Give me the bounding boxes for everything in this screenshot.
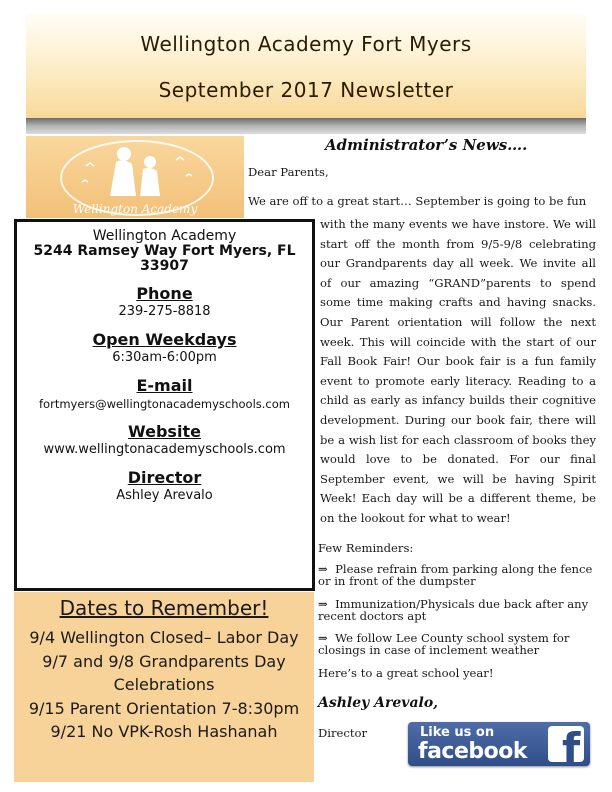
date-item: 9/7 and 9/8 Grandparents Day Celebrations [42,651,286,694]
hours-value: 6:30am-6:00pm [112,350,217,365]
article-title: Administrator’s News…. [325,136,528,154]
date-item: 9/21 No VPK-Rosh Hashanah [50,722,278,741]
facebook-icon-letter: f [562,726,581,762]
closing-line: Here’s to a great school year! [318,666,494,680]
facebook-icon [548,726,584,762]
contact-box [14,219,315,591]
newsletter-subtitle: September 2017 Newsletter [158,78,454,102]
reminder-text: Immunization/Physicals due back after any recent doctors apt [318,597,589,623]
facebook-like-text: Like us on [420,725,495,740]
date-item: 9/4 Wellington Closed– Labor Day [29,628,299,647]
signoff-title: Director [318,726,368,740]
article-intro: We are off to a great start… September is going to be fun [248,194,587,208]
reminder-text: Please refrain from parking along the fence or in front of the dumpster [318,562,593,588]
salutation: Dear Parents, [248,165,329,179]
school-logo [26,136,244,218]
reminders-heading: Few Reminders: [318,541,414,555]
contact-address: 5244 Ramsey Way Fort Myers, FL 33907 [33,243,296,274]
reminder-item [318,563,598,587]
header-divider [26,118,586,134]
reminder-text: We follow Lee County school system for closings in case of inclement weather [318,631,570,657]
dates-list [14,626,314,744]
reminder-item [318,598,598,622]
email-link[interactable]: fortmyers@wellingtonacademyschools.com [39,397,290,411]
website-link[interactable]: www.wellingtonacademyschools.com [43,442,286,457]
director-name: Ashley Arevalo [116,488,213,503]
hours-heading: Open Weekdays [92,330,237,349]
article-body: with the many events we have instore. We will start off the month from 9/5-9/8 celebrating our Grandparents day all week. We invite all of our amazing “GRAND”parents to spend some time making crafts and having snacks. Our Parent orientation will follow the next week. This will coincide with the start of our Fall Book Fair! Our book fair is a fun family event to promote early literacy. Reading to a child as early as infancy builds their cognitive development. During our book fair, there will be a wish list for each classroom of books they would love to be donated. For our final September event, we will be having Spirit Week! Each day will be a different theme, be on the lookout for what to wear! [320,217,596,525]
dates-title: Dates to Remember! [59,596,269,620]
website-heading: Website [128,422,201,441]
contact-school-name: Wellington Academy [92,228,237,244]
reminder-item [318,632,598,656]
email-heading: E-mail [136,376,193,395]
phone-value[interactable]: 239-275-8818 [118,304,211,319]
arrow-icon: ⇒ [318,562,328,576]
signature: Ashley Arevalo, [318,695,439,711]
arrow-icon: ⇒ [318,597,328,611]
facebook-brand-text: facebook [418,739,527,764]
logo-text: Wellington Academy [72,202,198,216]
school-title: Wellington Academy Fort Myers [140,32,472,56]
date-item: 9/15 Parent Orientation 7-8:30pm [28,698,300,718]
facebook-like-button[interactable] [408,722,590,766]
phone-heading: Phone [136,284,193,303]
arrow-icon: ⇒ [318,631,328,645]
newsletter-header [26,14,586,118]
director-heading: Director [127,468,202,487]
